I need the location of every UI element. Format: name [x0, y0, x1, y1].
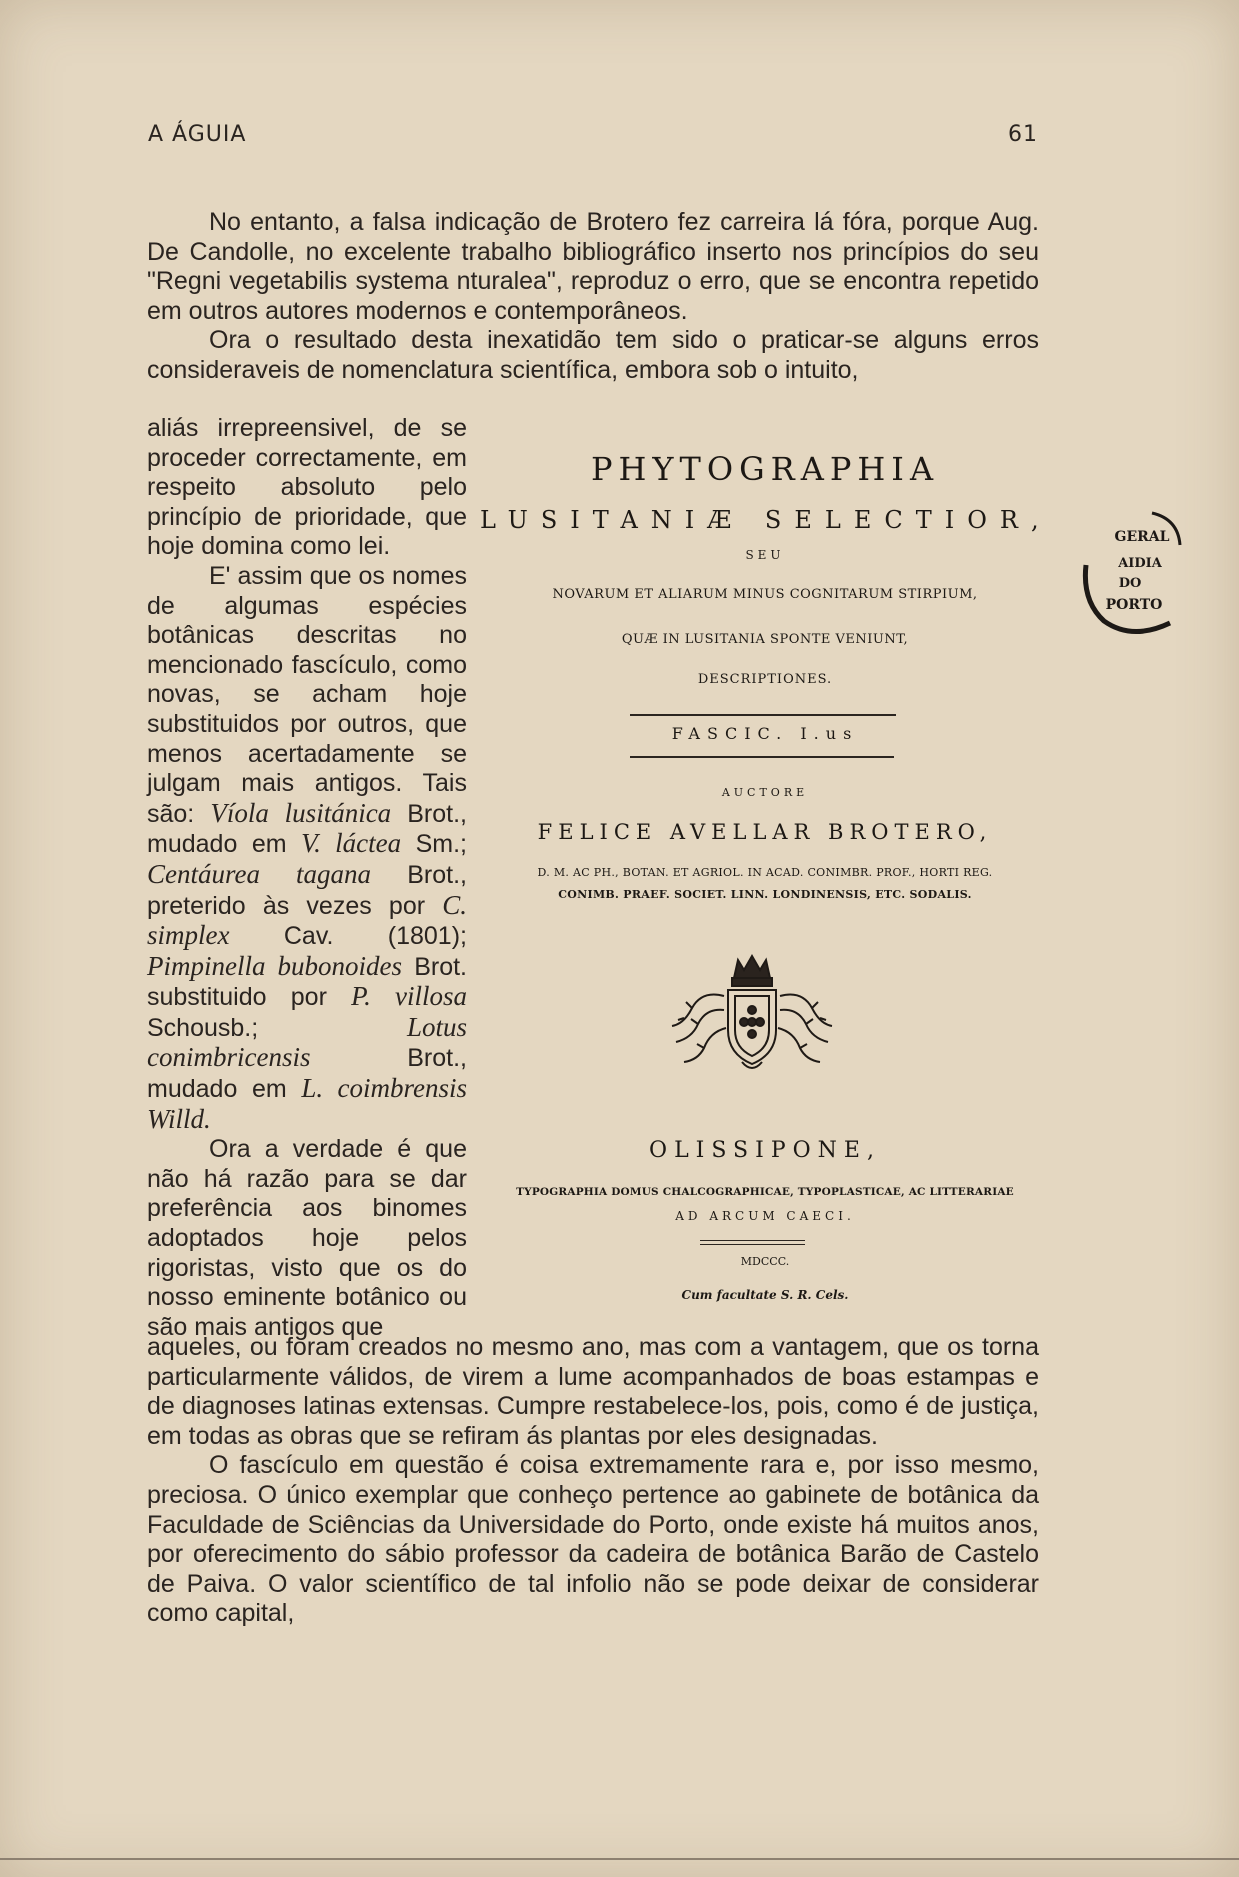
- taxon-name: L. coimbrensis Willd.: [147, 1073, 467, 1134]
- svg-text:GERAL: GERAL: [1114, 529, 1170, 545]
- facsimile-rule: [700, 1244, 805, 1245]
- facsimile-fascicle: FASCIC. I.us: [671, 724, 859, 743]
- journal-title: A ÁGUIA: [148, 122, 247, 147]
- facsimile-line: SEU: [745, 548, 785, 562]
- page-bottom-rule: [0, 1858, 1239, 1860]
- svg-text:PORTO: PORTO: [1105, 597, 1163, 613]
- taxon-name: Pimpinella bubonoides: [147, 950, 402, 981]
- paragraph-5: O fascículo em questão é coisa extremamente rara e, por isso mesmo, preciosa. O único exemplar que conheço pertence ao gabinete de botânica da Faculdade de Sciências da Universidade do Porto, onde existe há muitos anos, por oferecimento do sábio professor da cadeira de botânica Barão de Castelo de Paiva. O valor scientífico de tal infolio não se pode deixar de considerar como capital,: [147, 1451, 1039, 1628]
- facsimile-line: D. M. AC PH., BOTAN. ET AGRIOL. IN ACAD. CONIMBR. PROF., HORTI REG.: [537, 866, 993, 879]
- facsimile-printer: TYPOGRAPHIA DOMUS CHALCOGRAPHICAE, TYPOPLASTICAE, AC LITTERARIAE: [516, 1186, 1014, 1198]
- page-number: 61: [1008, 122, 1038, 147]
- svg-text:DO: DO: [1118, 576, 1142, 591]
- facsimile-title: PHYTOGRAPHIA: [590, 450, 940, 488]
- paragraph-3: E' assim que os nomes de algumas espécies botânicas descritas no mencionado fascículo, como novas, se acham hoje substituidos por outros, que menos acertadamente se julgam mais antigos. Tais são: Víola lusitánica Brot., mudado em V. láctea Sm.; Centáurea tagana Brot., preterido às vezes por C. simplex Cav. (1801); Pimpinella bubonoides Brot. substituido por P. villosa Schousb.; Lotus conimbricensis Brot., mudado em L. coimbrensis Willd.: [147, 561, 467, 1134]
- facsimile-line: AD ARCUM CAECI.: [675, 1209, 855, 1223]
- facsimile-author: FELICE AVELLAR BROTERO,: [537, 820, 993, 844]
- full-width-text-bottom: [147, 1333, 1039, 1629]
- facsimile-line: DESCRIPTIONES.: [697, 672, 833, 687]
- facsimile-year: MDCCC.: [740, 1255, 790, 1268]
- taxon-name: P. villosa: [351, 981, 467, 1012]
- svg-text:AIDIA: AIDIA: [1118, 556, 1162, 571]
- paragraph-1: No entanto, a falsa indicação de Brotero fez carreira lá fóra, porque Aug. De Candolle, no excelente trabalho bibliográfico inserto nos princípios do seu "Regni vegetabilis systema nturalea", reproduz o erro, que se encontra repetido em outros autores modernos e contemporâneos.: [147, 208, 1039, 325]
- taxon-name: Víola lusitánica: [210, 797, 392, 828]
- full-width-text-top: [147, 208, 1039, 386]
- royal-coat-of-arms-icon: [662, 950, 842, 1080]
- taxon-name: C. simplex: [147, 889, 467, 951]
- paragraph-2-end: aliás irrepreensivel, de se proceder correctamente, em respeito absoluto pelo princípio de prioridade, que hoje domina como lei.: [147, 414, 467, 561]
- facsimile-subtitle: LUSITANIÆ SELECTIOR,: [480, 506, 1052, 534]
- facsimile-place: OLISSIPONE,: [649, 1138, 881, 1163]
- facsimile-rule: [630, 756, 894, 758]
- paragraph-4-end: aqueles, ou foram creados no mesmo ano, mas com a vantagem, que os torna particularmente válidos, de virem a lume acompanhados de boas estampas e de diagnoses latinas extensas. Cumpre restabelece-los, pois, como é de justiça, em todas as obras que se refiram ás plantas por eles designadas.: [147, 1333, 1039, 1450]
- facsimile-line: NOVARUM ET ALIARUM MINUS COGNITARUM STIRPIUM,: [552, 587, 978, 602]
- paragraph-4-start: Ora a verdade é que não há razão para se dar preferência aos binomes adoptados hoje pelos rigoristas, visto que os do nosso eminente botânico ou são mais antigos que: [147, 1135, 467, 1341]
- facsimile-line: QUÆ IN LUSITANIA SPONTE VENIUNT,: [621, 632, 909, 647]
- library-stamp: [1082, 505, 1182, 645]
- taxon-name: Lotus conimbricensis: [147, 1011, 467, 1073]
- facsimile-rule: [630, 714, 896, 716]
- taxon-name: Centáurea tagana: [147, 858, 372, 889]
- facsimile-rule: [700, 1240, 805, 1241]
- paragraph-2-start: Ora o resultado desta inexatidão tem sido o praticar-se alguns erros consideraveis de nomenclatura scientífica, embora sob o intuito,: [147, 326, 1039, 384]
- taxon-name: V. láctea: [301, 828, 402, 859]
- facsimile-license: Cum facultate S. R. Cels.: [681, 1288, 849, 1302]
- facsimile-line: CONIMB. PRAEF. SOCIET. LINN. LONDINENSIS, ETC. SODALIS.: [558, 888, 972, 901]
- facsimile-line: AUCTORE: [721, 786, 809, 799]
- title-page-facsimile: [480, 440, 1050, 1320]
- narrow-column-text: [147, 414, 467, 1342]
